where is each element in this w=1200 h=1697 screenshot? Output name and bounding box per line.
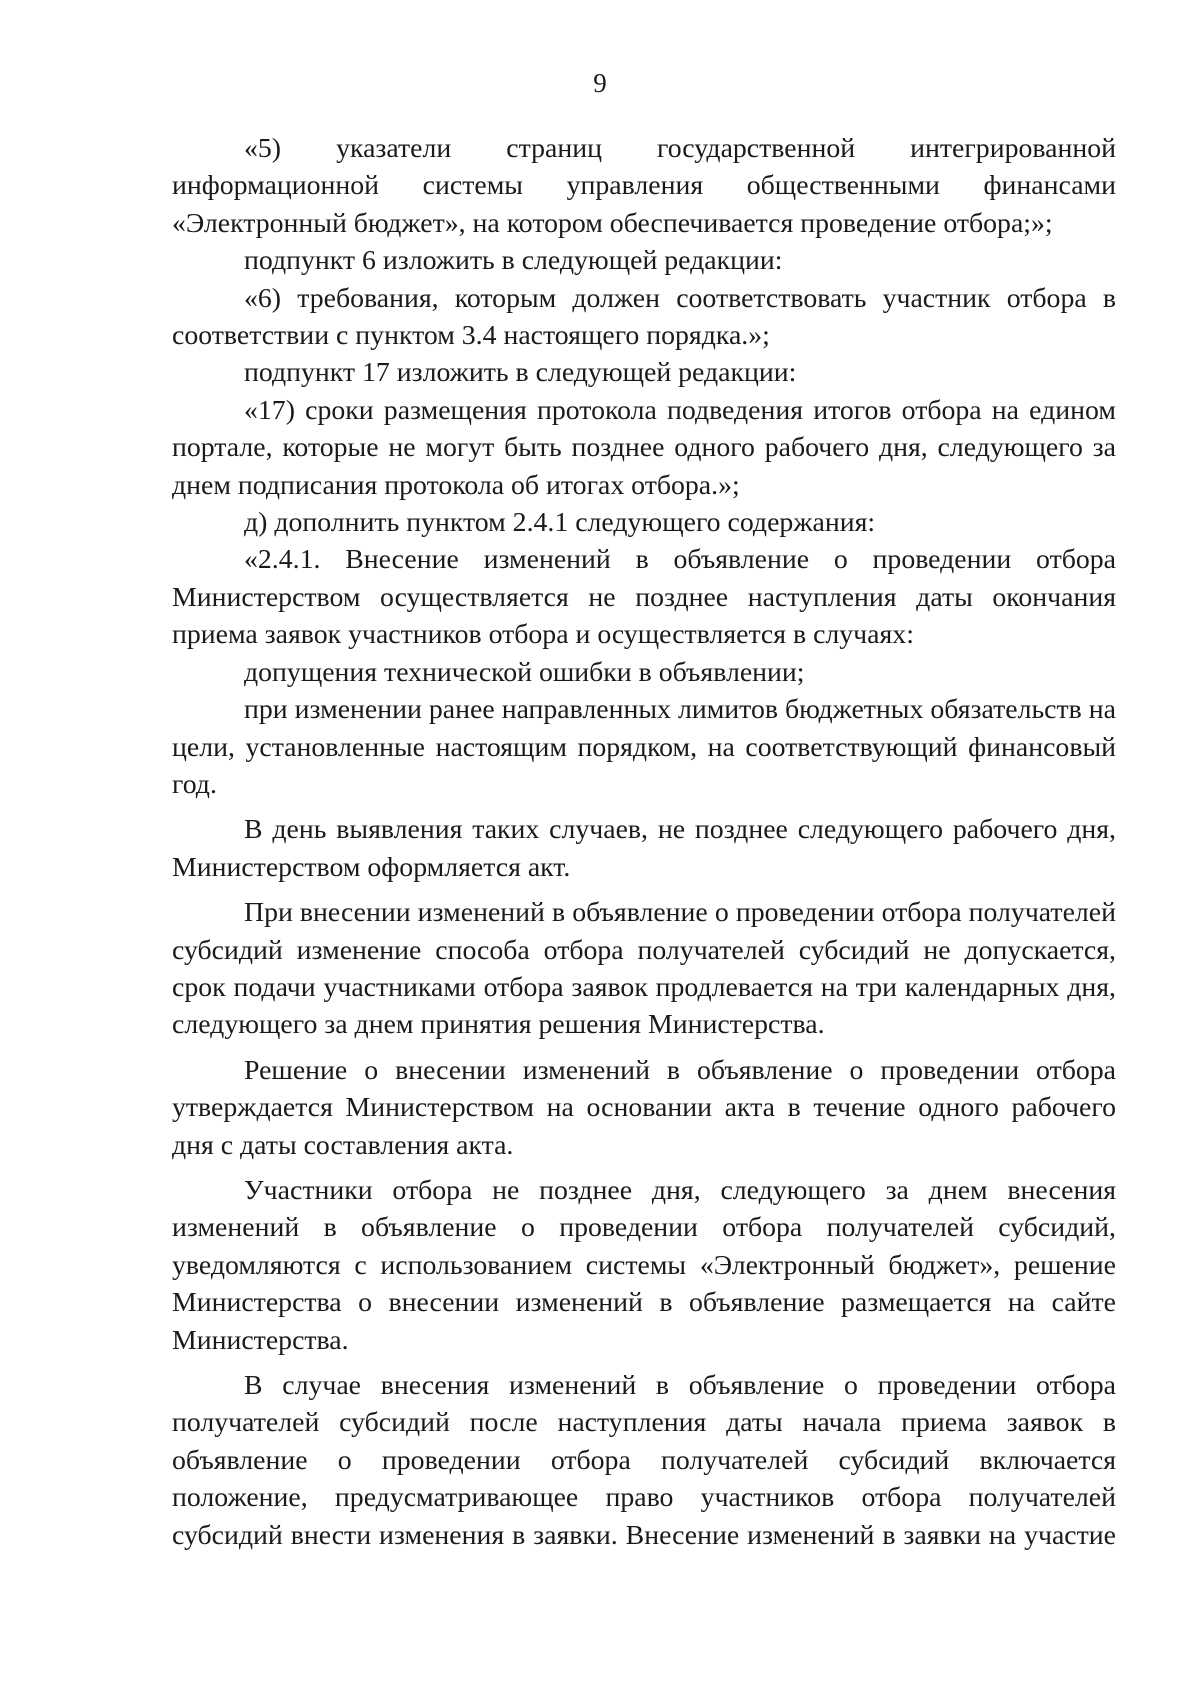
paragraph-2-4-1: «2.4.1. Внесение изменений в объявление о проведении отбора Министерством осуществляется не позднее наступления даты окончания приема заявок участников отбора и осуществляется в случаях: — [172, 544, 1116, 651]
paragraph-changes-conditions: При внесении изменений в объявление о проведении отбора получателей субсидий изменение способа отбора получателей субсидий не допускается, срок подачи участниками отбора заявок продлевается на три календарных дня, следующего за днем принятия решения Министерства. — [172, 897, 1116, 1041]
paragraph-item-d: д) дополнить пунктом 2.4.1 следующего содержания: — [244, 507, 876, 539]
paragraph-instruction-subitem-17: подпункт 17 изложить в следующей редакции: — [244, 357, 797, 389]
paragraph-case-limits-change: при изменении ранее направленных лимитов бюджетных обязательств на цели, установленные настоящим порядком, на соответствующий финансовый год. — [172, 694, 1116, 800]
paragraph-subitem-6: «6) требования, которым должен соответствовать участник отбора в соответствии с пунктом 3.4 настоящего порядка.»; — [172, 282, 1116, 352]
paragraph-instruction-subitem-6: подпункт 6 изложить в следующей редакции: — [244, 245, 783, 277]
page-number: 9 — [593, 68, 607, 98]
paragraph-subitem-17: «17) сроки размещения протокола подведения итогов отбора на едином портале, которые не могут быть позднее одного рабочего дня, следующего за днем подписания протокола об итогах отбора.»; — [172, 394, 1116, 501]
paragraph-act: В день выявления таких случаев, не позднее следующего рабочего дня, Министерством оформляется акт. — [172, 814, 1116, 883]
paragraph-decision: Решение о внесении изменений в объявление о проведении отбора утверждается Министерством на основании акта в течение одного рабочего дня с даты составления акта. — [172, 1054, 1116, 1161]
paragraph-notification: Участники отбора не позднее дня, следующего за днем внесения изменений в объявление о проведении отбора получателей субсидий, уведомляются с использованием системы «Электронный бюджет», решение Министерства о внесении изменений в объявление размещается на сайте Министерства. — [172, 1174, 1116, 1356]
paragraph-applications-change: В случае внесения изменений в объявление о проведении отбора получателей субсидий после наступления даты начала приема заявок в объявление о проведении отбора получателей субсидий включается положение, предусматривающее право участников отбора получателей субсидий внести изменения в заявки. Внесение изменений в заявки на участие — [172, 1370, 1116, 1551]
document-body — [172, 130, 1116, 1554]
paragraph-case-technical-error: допущения технической ошибки в объявлении; — [244, 656, 805, 688]
paragraph-subitem-5: «5) указатели страниц государственной интегрированной информационной системы управления общественными финансами «Электронный бюджет», на котором обеспечивается проведение отбора;»; — [172, 133, 1116, 239]
